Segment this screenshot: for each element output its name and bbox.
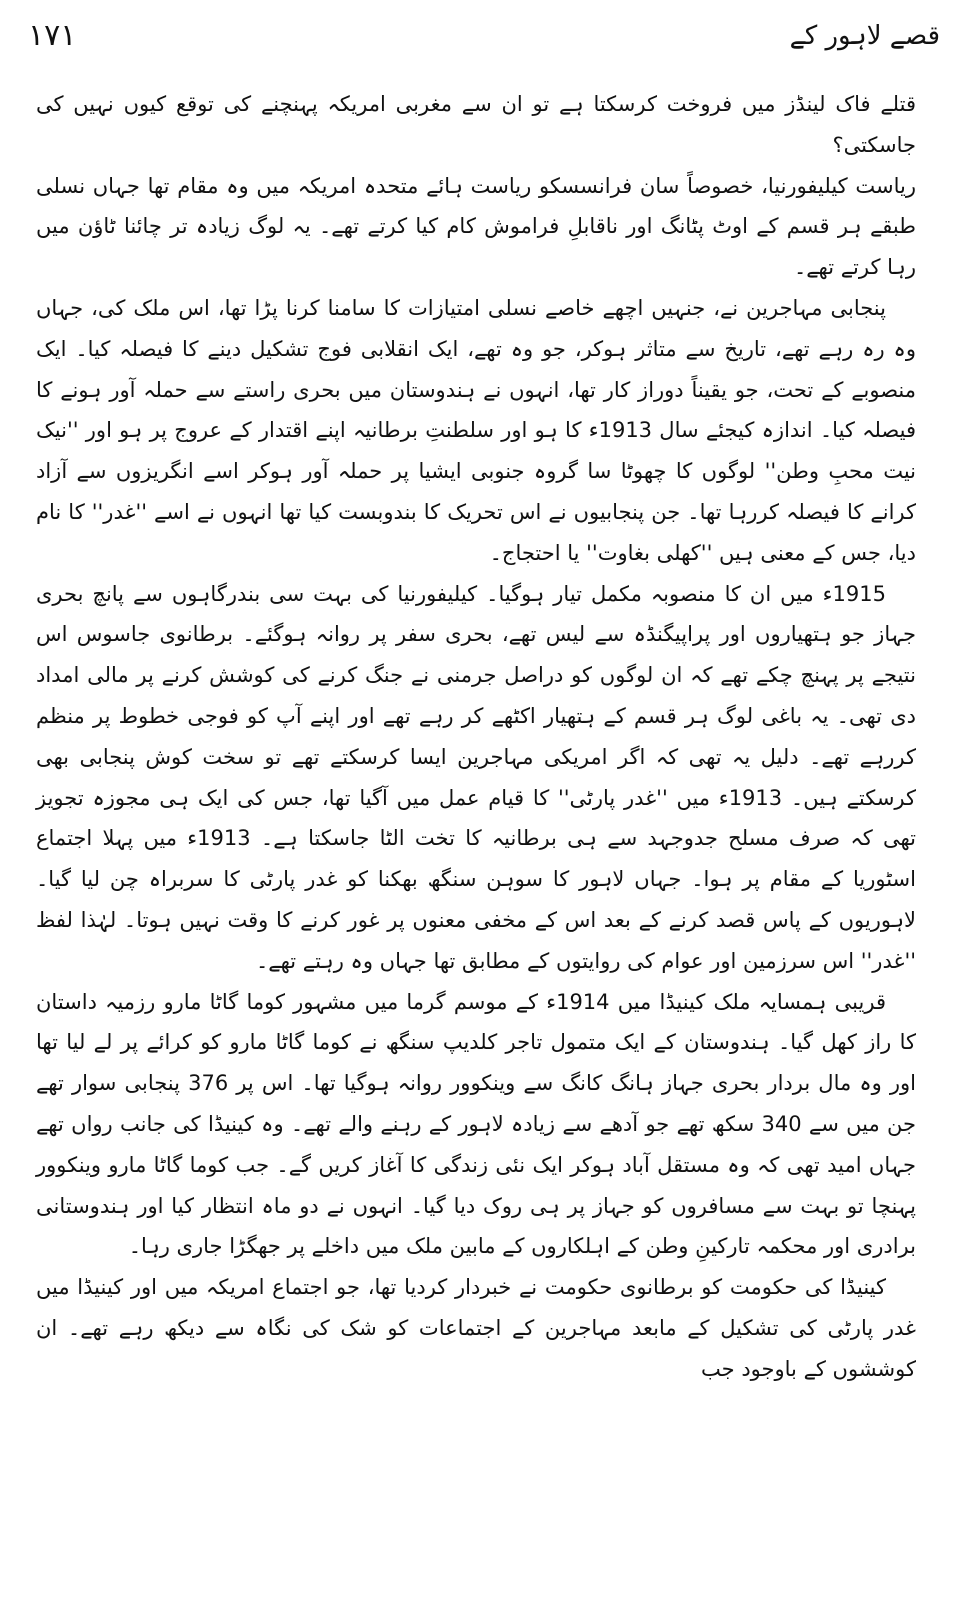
running-header <box>28 14 940 58</box>
paragraph: قریبی ہمسایہ ملک کینیڈا میں 1914ء کے موسم گرما میں مشہور کوما گاٹا مارو رزمیہ داستان کا راز کھل گیا۔ ہندوستان کے ایک متمول تاجر کلدیپ سنگھ نے کوما گاٹا مارو کو کرائے پر لے لیا تھا اور وہ مال بردار بحری جہاز ہانگ کانگ سے وینکوور روانہ ہوگیا تھا۔ اس پر 376 پنجابی سوار تھے جن میں سے 340 سکھ تھے جو آدھے سے زیادہ لاہور کے رہنے والے تھے۔ وہ کینیڈا کی جانب رواں تھے جہاں امید تھی کہ وہ مستقل آباد ہوکر ایک نئی زندگی کا آغاز کریں گے۔ جب کوما گاٹا مارو وینکوور پہنچا تو بہت سے مسافروں کو جہاز پر ہی روک دیا گیا۔ انہوں نے دو ماہ انتظار کیا اور ہندوستانی برادری اور محکمہ تارکینِ وطن کے اہلکاروں کے مابین ملک میں داخلے پر جھگڑا جاری رہا۔ <box>36 989 917 1259</box>
paragraph: 1915ء میں ان کا منصوبہ مکمل تیار ہوگیا۔ کیلیفورنیا کی بہت سی بندرگاہوں سے پانچ بحری جہاز جو ہتھیاروں اور پراپیگنڈہ سے لیس تھے، بحری سفر پر روانہ ہوگئے۔ برطانوی جاسوس اس نتیجے پر پہنچ چکے تھے کہ ان لوگوں کو دراصل جرمنی نے جنگ کرنے کی کوشش کرنے پر مالی امداد دی تھی۔ یہ باغی لوگ ہر قسم کے ہتھیار اکٹھے کر رہے تھے اور اپنے آپ کو فوجی خطوط پر منظم کررہے تھے۔ دلیل یہ تھی کہ اگر امریکی مہاجرین ایسا کرسکتے تھے تو سخت کوش پنجابی بھی کرسکتے ہیں۔ 1913ء میں ''غدر پارٹی'' کا قیام عمل میں آگیا تھا، جس کی ایک ہی مجوزہ تجویز تھی کہ صرف مسلح جدوجہد سے ہی برطانیہ کا تخت الٹا جاسکتا ہے۔ 1913ء میں پہلا اجتماع اسٹوریا کے مقام پر ہوا۔ جہاں لاہور کا سوہن سنگھ بھکنا کو غدر پارٹی کا سربراہ چن لیا گیا۔ لاہوریوں کے پاس قصد کرنے کے بعد اس کے مخفی معنوں پر غور کرنے کا وقت نہیں ہوتا۔ لہٰذا لفظ ''غدر'' اس سرزمین اور عوام کی روایتوں کے مطابق تھا جہاں وہ رہتے تھے۔ <box>36 581 917 973</box>
paragraph: پنجابی مہاجرین نے، جنہیں اچھے خاصے نسلی امتیازات کا سامنا کرنا پڑا تھا، اس ملک کی، جہاں وہ رہ رہے تھے، تاریخ سے متاثر ہوکر، جو وہ تھے، ایک انقلابی فوج تشکیل دینے کا فیصلہ کیا۔ ایک منصوبے کے تحت، جو یقیناً دوراز کار تھا، انہوں نے ہندوستان میں بحری راستے سے حملہ آور ہونے کا فیصلہ کیا۔ اندازہ کیجئے سال 1913ء کا ہو اور سلطنتِ برطانیہ اپنے اقتدار کے عروج پر ہو اور ''نیک نیت محبِ وطن'' لوگوں کا چھوٹا سا گروہ جنوبی ایشیا پر حملہ آور ہوکر اسے انگریزوں سے آزاد کرانے کا فیصلہ کررہا تھا۔ جن پنجابیوں نے اس تحریک کا بندوبست کیا تھا انہوں نے اسے ''غدر'' کا نام دیا، جس کے معنی ہیں ''کھلی بغاوت'' یا احتجاج۔ <box>36 295 917 565</box>
paragraph: ریاست کیلیفورنیا، خصوصاً سان فرانسسکو ریاست ہائے متحدہ امریکہ میں وہ مقام تھا جہاں نسلی طبقے ہر قسم کے اوٹ پٹانگ اور ناقابلِ فراموش کام کیا کرتے تھے۔ یہ لوگ زیادہ تر چائنا ٹاؤن میں رہا کرتے تھے۔ <box>36 173 916 280</box>
paragraph: قتلے فاک لینڈز میں فروخت کرسکتا ہے تو ان سے مغربی امریکہ پہنچنے کی توقع کیوں نہیں کی جاسکتی؟ <box>36 92 916 157</box>
page-number: ۱۷۱ <box>28 18 77 53</box>
book-title: قصے لاہور کے <box>789 21 940 51</box>
paragraph: کینیڈا کی حکومت کو برطانوی حکومت نے خبردار کردیا تھا، جو اجتماع امریکہ میں اور کینیڈا میں غدر پارٹی کی تشکیل کے مابعد مہاجرین کے اجتماعات کو شک کی نگاہ سے دیکھ رہے تھے۔ ان کوششوں کے باوجود جب <box>36 1275 916 1381</box>
body-text <box>36 84 916 1390</box>
